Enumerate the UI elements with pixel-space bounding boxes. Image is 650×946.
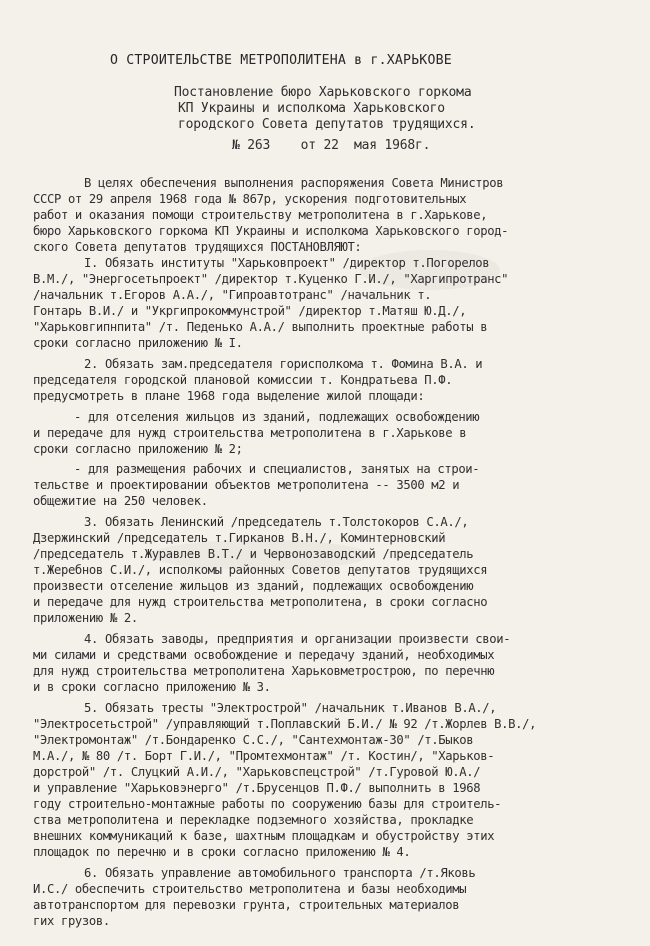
body-line: сроки согласно приложению № 2; [33, 442, 243, 456]
body-line: 5. Обязать тресты "Электрострой" /начальник т.Иванов В.А./, [84, 701, 497, 715]
body-line: и в сроки согласно приложению № 3. [33, 680, 271, 694]
document-title: О СТРОИТЕЛЬСТВЕ МЕТРОПОЛИТЕНА в г.ХАРЬКОВЕ [110, 53, 452, 68]
body-line: и управление "Харьковэнерго" /т.Брусенцов П.Ф./ выполнить в 1968 [33, 781, 481, 795]
body-line: М.А./, № 80 /т. Борт Г.И./, "Промтехмонтаж" /т. Костин/, "Харьков- [33, 749, 495, 763]
body-line: 4. Обязать заводы, предприятия и организации произвести свои- [84, 632, 511, 646]
body-line: автотранспортом для перевозки грунта, строительных материалов [33, 898, 460, 912]
subtitle-line: КП Украины и исполкома Харьковского [178, 101, 445, 116]
body-line: приложению № 2. [33, 611, 138, 625]
body-line: т.Жеребнов С.И./, исполкомы районных Советов депутатов трудящихся [33, 563, 488, 577]
decree-number-date: № 263 от 22 мая 1968г. [232, 138, 431, 153]
body-line: работ и оказания помощи строительству метрополитена в г.Харькове, [33, 208, 488, 222]
body-line: I. Обязать институты "Харьковпроект" /директор т.Погорелов [84, 256, 490, 270]
body-line: тельстве и проектировании объектов метрополитена -- 3500 м2 и [33, 478, 460, 492]
body-line: СССР от 29 апреля 1968 года № 867р, ускорения подготовительных [33, 192, 467, 206]
body-line: году строительно-монтажные работы по сооружению базы для строитель- [33, 797, 502, 811]
body-line: предусмотреть в плане 1968 года выделение жилой площади: [33, 389, 425, 403]
body-line: бюро Харьковского горкома КП Украины и исполкома Харьковского город- [33, 224, 509, 238]
body-line: председателя городской плановой комиссии т. Кондратьева П.Ф. [33, 373, 453, 387]
body-line: сроки согласно приложению № I. [33, 336, 243, 350]
subtitle-line: городского Совета депутатов трудящихся. [178, 117, 476, 132]
subtitle-line: Постановление бюро Харьковского горкома [174, 85, 472, 100]
body-line: - для отселения жильцов из зданий, подлежащих освобождению [74, 410, 480, 424]
body-line: 3. Обязать Ленинский /председатель т.Толстокоров С.А./, [84, 515, 469, 529]
body-line: площадок по перечню и в сроки согласно приложению № 4. [33, 845, 411, 859]
body-line: внешних коммуникаций к базе, шахтным площадкам и обустройству этих [33, 829, 495, 843]
body-line: /председатель т.Журавлев В.Т./ и Червонозаводский /председатель [33, 547, 474, 561]
body-line: гих грузов. [33, 914, 110, 928]
body-line: общежитие на 250 человек. [33, 494, 208, 508]
body-line: "Харьковгипнпита" /т. Педенько А.А./ выполнить проектные работы в [33, 320, 488, 334]
body-line: "Электромонтаж" /т.Бондаренко С.С./, "Сантехмонтаж-30" /т.Быков [33, 733, 474, 747]
body-line: ства метрополитена и перекладке подземного хозяйства, прокладке [33, 813, 474, 827]
body-line: Гонтарь В.И./ и "Укргипрокоммунстрой" /директор т.Матяш Ю.Д./, [33, 304, 467, 318]
body-line: "Электросетьстрой" /управляющий т.Поплавский Б.И./ № 92 /т.Жорлев В.В./, [33, 717, 537, 731]
body-line: для нужд строительства метрополитена Харьковметрострою, по перечню [33, 664, 495, 678]
body-line: 6. Обязать управление автомобильного транспорта /т.Яковь [84, 866, 476, 880]
body-line: В целях обеспечения выполнения распоряжения Совета Министров [84, 176, 504, 190]
body-line: /начальник т.Егоров А.А./, "Гипроавтотранс" /начальник т. [33, 288, 432, 302]
body-line: В.М./, "Энергосетьпроект" /директор т.Куценко Г.И./, "Харгипротранс" [33, 272, 509, 286]
body-line: и передаче для нужд строительства метрополитена в г.Харькове в [33, 426, 467, 440]
body-line: ми силами и средствами освобождение и передачу зданий, необходимых [33, 648, 495, 662]
body-line: 2. Обязать зам.председателя горисполкома т. Фомина В.А. и [84, 357, 483, 371]
body-line: - для размещения рабочих и специалистов, занятых на строи- [74, 462, 480, 476]
body-line: произвести отселение жильцов из зданий, подлежащих освобождению [33, 579, 474, 593]
body-line: И.С./ обеспечить строительство метрополитена и базы необходимы [33, 882, 467, 896]
body-line: и передаче для нужд строительства метрополитена, в сроки согласно [33, 595, 488, 609]
body-line: Дзержинский /председатель т.Гирканов В.Н./, Коминтерновский [33, 531, 446, 545]
body-line: ского Совета депутатов трудящихся ПОСТАНОВЛЯЮТ: [33, 240, 362, 254]
body-line: дорстрой" /т. Слуцкий А.И./, "Харьковспецстрой" /т.Гуровой Ю.А./ [33, 765, 481, 779]
